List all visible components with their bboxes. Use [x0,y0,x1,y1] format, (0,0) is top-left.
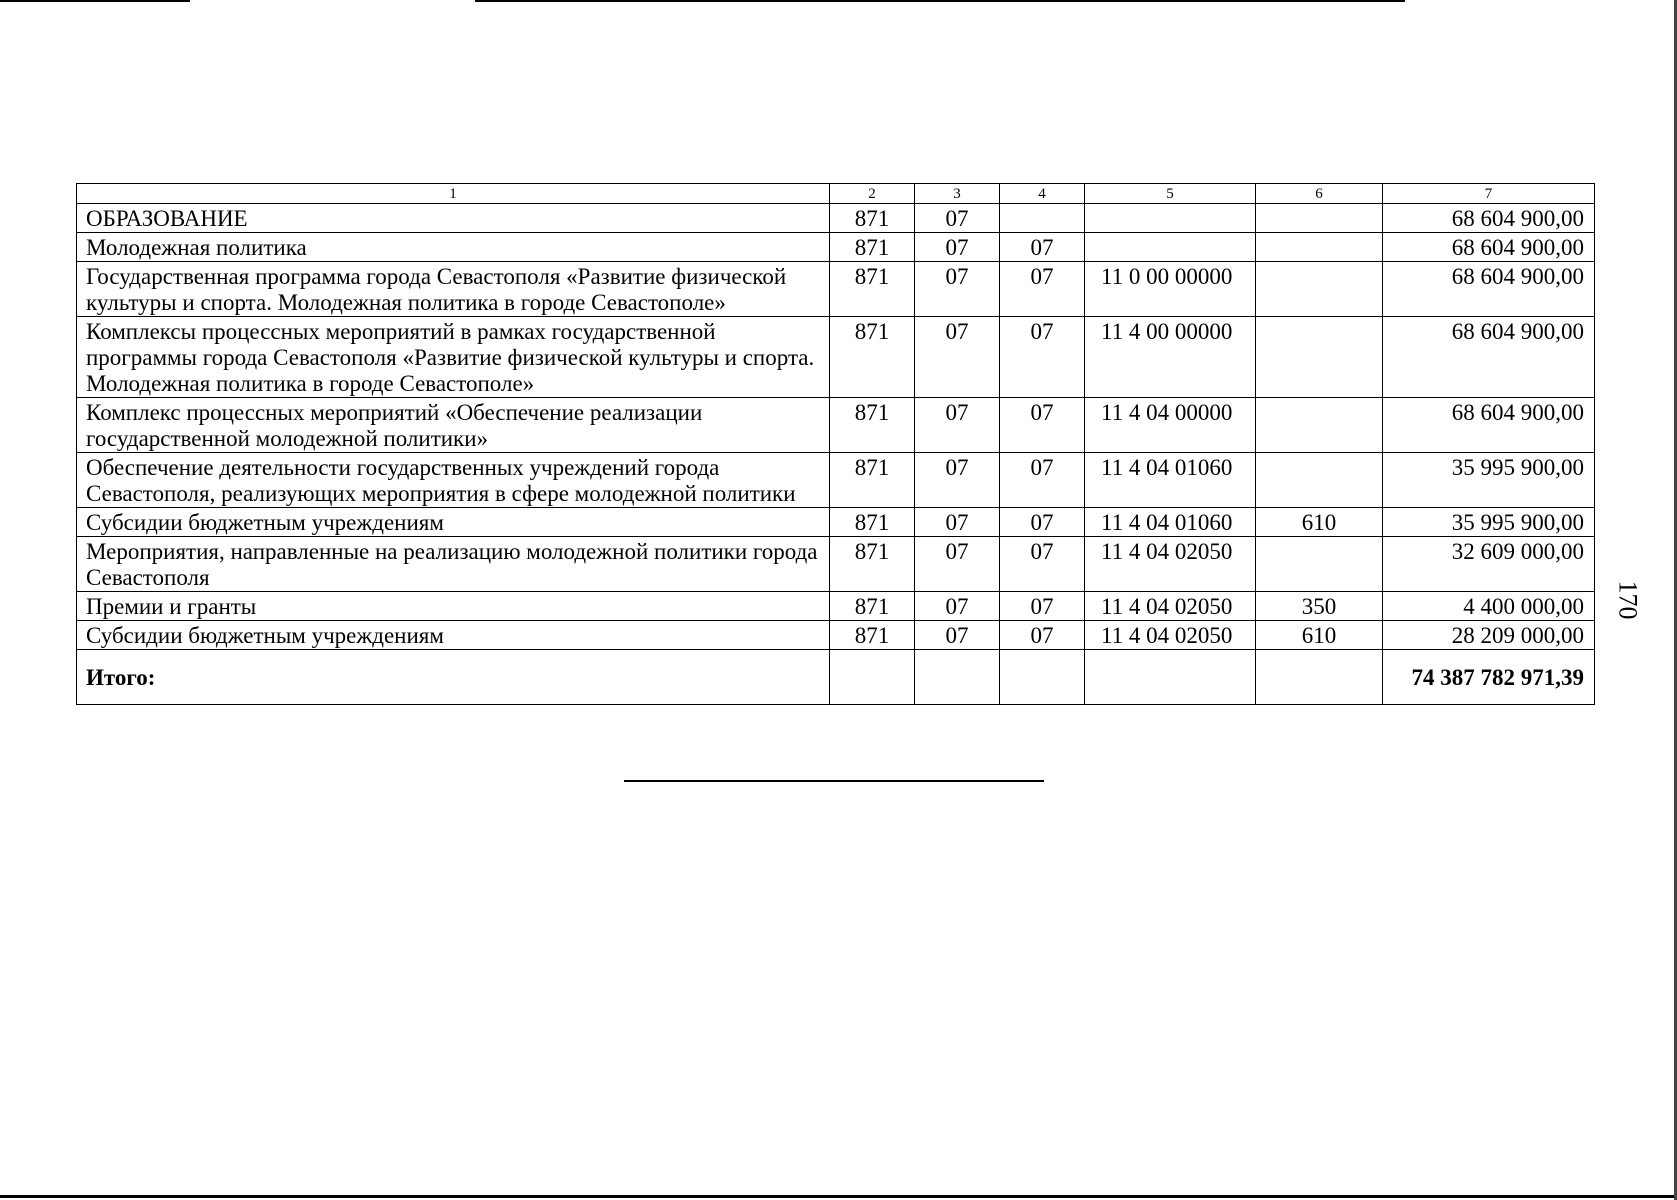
row-admin-code-cell: 871 [830,204,915,233]
row-name-cell: ОБРАЗОВАНИЕ [77,204,830,233]
row-target-article-cell: 11 4 00 00000 [1085,317,1256,398]
empty-cell [1085,650,1256,705]
total-value: 74 387 782 971,39 [1383,650,1595,705]
row-expense-type-cell [1256,317,1383,398]
empty-cell [830,650,915,705]
budget-table [76,183,1595,705]
total-label: Итого: [77,650,830,705]
row-expense-type-cell [1256,262,1383,317]
row-amount-cell: 68 604 900,00 [1383,317,1595,398]
row-admin-code-cell: 871 [830,398,915,453]
row-name-cell: Комплекс процессных мероприятий «Обеспечение реализации государственной молодежной политики» [77,398,830,453]
row-target-article-cell: 11 0 00 00000 [1085,262,1256,317]
row-subsection-cell: 07 [1000,262,1085,317]
row-target-article-cell: 11 4 04 00000 [1085,398,1256,453]
row-expense-type-cell [1256,453,1383,508]
row-name-cell: Мероприятия, направленные на реализацию молодежной политики города Севастополя [77,537,830,592]
row-target-article-cell [1085,233,1256,262]
row-name-cell: Обеспечение деятельности государственных учреждений города Севастополя, реализующих мероприятия в сфере молодежной политики [77,453,830,508]
scan-top-edge-right [475,0,1405,2]
table-row [77,537,1595,592]
row-section-cell: 07 [915,204,1000,233]
row-subsection-cell [1000,204,1085,233]
row-subsection-cell: 07 [1000,537,1085,592]
row-subsection-cell: 07 [1000,398,1085,453]
row-amount-cell: 28 209 000,00 [1383,621,1595,650]
row-amount-cell: 68 604 900,00 [1383,204,1595,233]
row-name-cell: Премии и гранты [77,592,830,621]
row-name-cell: Комплексы процессных мероприятий в рамках государственной программы города Севастополя «Развитие физической культуры и спорта. Молодежная политика в городе Севастополе» [77,317,830,398]
page-number: 170 [1613,580,1643,620]
header-cell: 5 [1085,184,1256,204]
row-expense-type-cell: 610 [1256,508,1383,537]
row-section-cell: 07 [915,537,1000,592]
row-subsection-cell: 07 [1000,317,1085,398]
row-amount-cell: 4 400 000,00 [1383,592,1595,621]
row-admin-code-cell: 871 [830,508,915,537]
table-row [77,592,1595,621]
row-admin-code-cell: 871 [830,233,915,262]
row-admin-code-cell: 871 [830,453,915,508]
row-name-cell: Молодежная политика [77,233,830,262]
row-subsection-cell: 07 [1000,233,1085,262]
header-cell: 4 [1000,184,1085,204]
row-admin-code-cell: 871 [830,537,915,592]
row-subsection-cell: 07 [1000,621,1085,650]
table-row [77,233,1595,262]
row-admin-code-cell: 871 [830,621,915,650]
table-row [77,398,1595,453]
table-row [77,317,1595,398]
row-amount-cell: 68 604 900,00 [1383,398,1595,453]
row-admin-code-cell: 871 [830,592,915,621]
header-cell: 6 [1256,184,1383,204]
row-admin-code-cell: 871 [830,262,915,317]
table-total-row [77,650,1595,705]
row-target-article-cell: 11 4 04 01060 [1085,453,1256,508]
row-expense-type-cell [1256,204,1383,233]
row-section-cell: 07 [915,508,1000,537]
row-target-article-cell: 11 4 04 02050 [1085,592,1256,621]
row-expense-type-cell: 350 [1256,592,1383,621]
row-target-article-cell: 11 4 04 02050 [1085,621,1256,650]
row-section-cell: 07 [915,262,1000,317]
header-cell: 7 [1383,184,1595,204]
row-subsection-cell: 07 [1000,453,1085,508]
table-row [77,262,1595,317]
header-cell: 2 [830,184,915,204]
table-row [77,621,1595,650]
table-row [77,508,1595,537]
row-section-cell: 07 [915,398,1000,453]
row-section-cell: 07 [915,317,1000,398]
row-target-article-cell: 11 4 04 02050 [1085,537,1256,592]
row-target-article-cell [1085,204,1256,233]
empty-cell [1256,650,1383,705]
row-name-cell: Субсидии бюджетным учреждениям [77,508,830,537]
closing-rule [624,780,1044,782]
empty-cell [915,650,1000,705]
header-cell: 3 [915,184,1000,204]
row-amount-cell: 68 604 900,00 [1383,233,1595,262]
row-amount-cell: 32 609 000,00 [1383,537,1595,592]
row-section-cell: 07 [915,621,1000,650]
row-expense-type-cell: 610 [1256,621,1383,650]
table-row [77,453,1595,508]
row-section-cell: 07 [915,453,1000,508]
row-name-cell: Субсидии бюджетным учреждениям [77,621,830,650]
row-subsection-cell: 07 [1000,508,1085,537]
table-row [77,204,1595,233]
row-name-cell: Государственная программа города Севастополя «Развитие физической культуры и спорта. Молодежная политика в городе Севастополе» [77,262,830,317]
row-amount-cell: 35 995 900,00 [1383,453,1595,508]
scan-top-edge-left [0,0,190,2]
row-subsection-cell: 07 [1000,592,1085,621]
row-expense-type-cell [1256,233,1383,262]
row-expense-type-cell [1256,398,1383,453]
row-admin-code-cell: 871 [830,317,915,398]
scan-bottom-edge [0,1195,1677,1198]
row-target-article-cell: 11 4 04 01060 [1085,508,1256,537]
row-section-cell: 07 [915,233,1000,262]
row-amount-cell: 68 604 900,00 [1383,262,1595,317]
row-section-cell: 07 [915,592,1000,621]
header-cell: 1 [77,184,830,204]
table-header-row [77,184,1595,204]
empty-cell [1000,650,1085,705]
row-expense-type-cell [1256,537,1383,592]
row-amount-cell: 35 995 900,00 [1383,508,1595,537]
